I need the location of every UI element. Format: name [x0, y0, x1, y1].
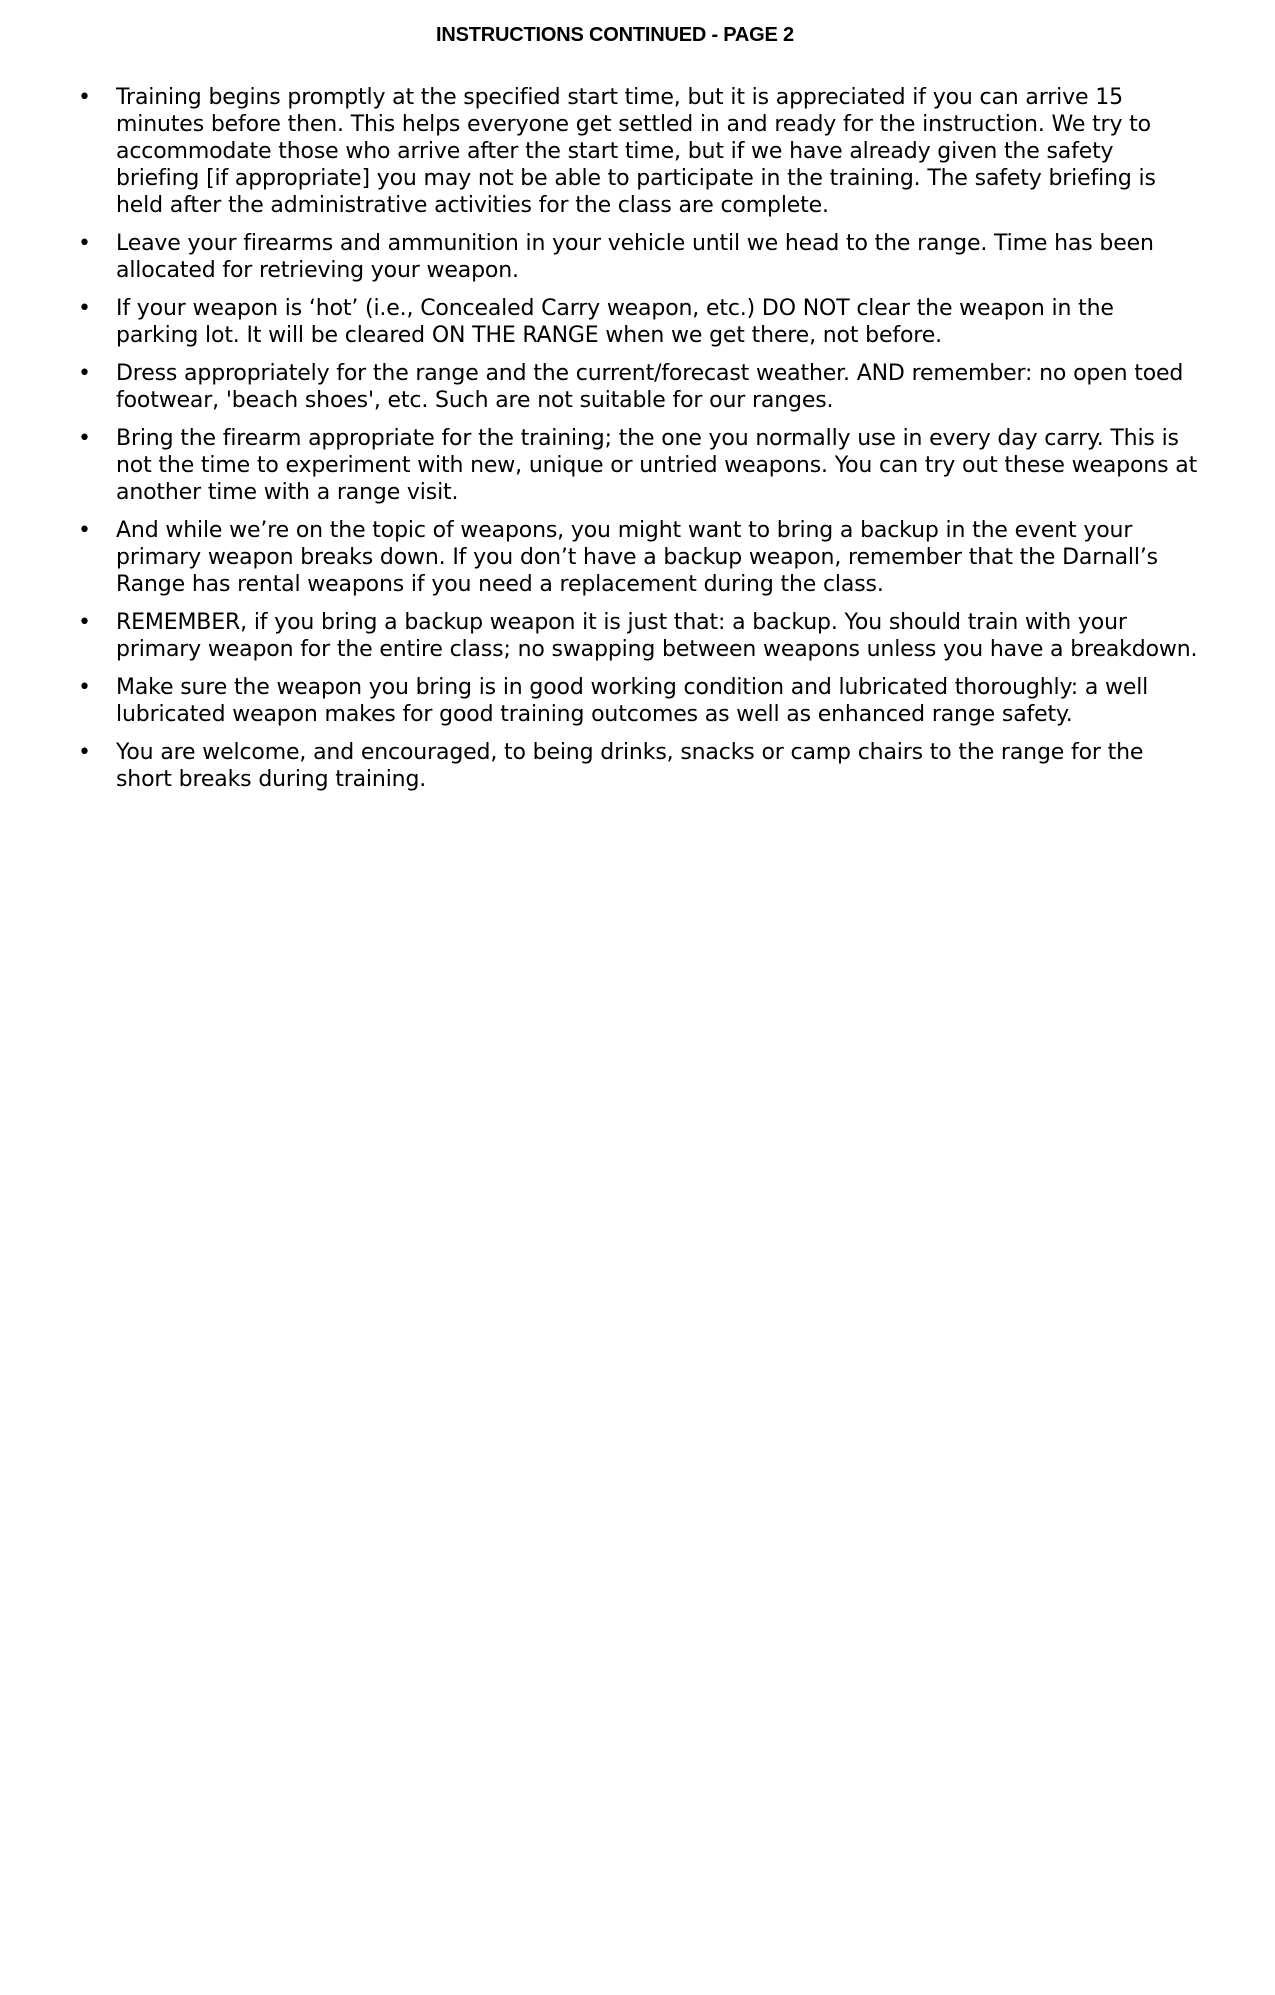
list-item-text: Make sure the weapon you bring is in good working condition and lubricated thoroughly: a well lubricated weapon makes for good training outcomes as well as enhanced range safety. — [116, 675, 1149, 727]
instructions-list — [72, 84, 1202, 804]
bullet-icon: • — [78, 675, 91, 700]
list-item — [72, 609, 1202, 663]
bullet-icon: • — [78, 610, 91, 635]
bullet-icon: • — [78, 85, 91, 110]
bullet-icon: • — [78, 361, 91, 386]
list-item — [72, 739, 1202, 793]
list-item — [72, 674, 1202, 728]
list-item-text: Dress appropriately for the range and the current/forecast weather. AND remember: no open toed footwear, 'beach shoes', etc. Such are not suitable for our ranges. — [116, 361, 1184, 413]
list-item-text: Bring the firearm appropriate for the training; the one you normally use in every day carry. This is not the time to experiment with new, unique or untried weapons. You can try out these weapons at another time with a range visit. — [116, 426, 1198, 505]
bullet-icon: • — [78, 296, 91, 321]
list-item-text: If your weapon is ‘hot’ (i.e., Concealed Carry weapon, etc.) DO NOT clear the weapon in the parking lot. It will be cleared ON THE RANGE when we get there, not before. — [116, 296, 1114, 348]
list-item — [72, 517, 1202, 598]
list-item-text: Training begins promptly at the specified start time, but it is appreciated if you can arrive 15 minutes before then. This helps everyone get settled in and ready for the instruction. We try to accommodate those who arrive after the start time, but if we have already given the safety briefing [if appropriate] you may not be able to participate in the training. The safety briefing is held after the administrative activities for the class are complete. — [116, 85, 1156, 218]
bullet-icon: • — [78, 740, 91, 765]
bullet-icon: • — [78, 231, 91, 256]
list-item — [72, 84, 1202, 219]
page-title: INSTRUCTIONS CONTINUED - PAGE 2 — [436, 24, 794, 46]
bullet-icon: • — [78, 426, 91, 451]
list-item — [72, 295, 1202, 349]
bullet-icon: • — [78, 518, 91, 543]
list-item — [72, 360, 1202, 414]
list-item-text: REMEMBER, if you bring a backup weapon it is just that: a backup. You should train with your primary weapon for the entire class; no swapping between weapons unless you have a breakdown. — [116, 610, 1198, 662]
list-item-text: You are welcome, and encouraged, to being drinks, snacks or camp chairs to the range for the short breaks during training. — [116, 740, 1144, 792]
list-item — [72, 230, 1202, 284]
list-item-text: Leave your firearms and ammunition in your vehicle until we head to the range. Time has been allocated for retrieving your weapon. — [116, 231, 1154, 283]
list-item-text: And while we’re on the topic of weapons, you might want to bring a backup in the event your primary weapon breaks down. If you don’t have a backup weapon, remember that the Darnall’s Range has rental weapons if you need a replacement during the class. — [116, 518, 1158, 597]
list-item — [72, 425, 1202, 506]
